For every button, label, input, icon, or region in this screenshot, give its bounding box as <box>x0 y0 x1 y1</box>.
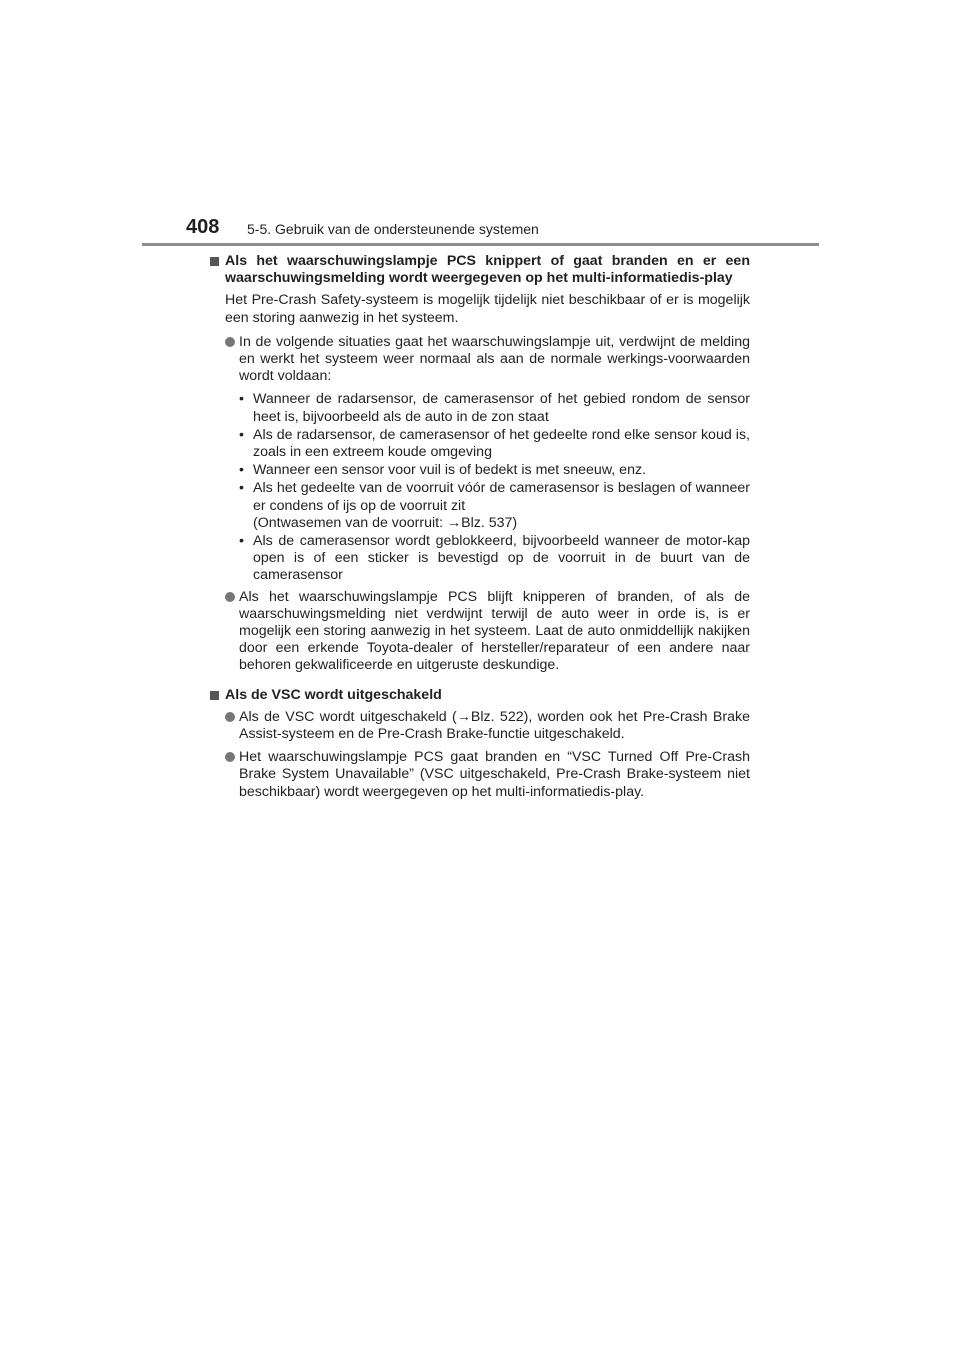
sub-list-item <box>239 480 750 532</box>
page-reference: (Ontwasemen van de voorruit: →Blz. 537) <box>253 514 518 531</box>
round-bullet-icon <box>225 752 235 762</box>
sub-list-item <box>239 427 750 461</box>
section-vsc-off <box>210 687 750 801</box>
section-heading-text: Als het waarschuwingslampje PCS knippert of gaat branden en er een waarschuwingsmelding wordt weergegeven op het multi-informatiedis-play <box>225 253 750 287</box>
round-bullet-icon <box>225 712 235 722</box>
condition-list <box>239 391 750 584</box>
section-heading-text: Als de VSC wordt uitgeschakeld <box>225 686 442 703</box>
square-marker-icon <box>210 257 219 266</box>
round-bullet-icon <box>225 337 235 347</box>
section-pcs-warning <box>210 253 750 675</box>
dash-bullet-icon: • <box>239 391 244 408</box>
bullet-text: In de volgende situaties gaat het waarschuwingslampje uit, verdwijnt de melding en werkt het systeem weer normaal als aan de normale werkings-voorwaarden wordt voldaan: <box>239 333 750 385</box>
sub-item-text-main: Als het gedeelte van de voorruit vóór de camerasensor is beslagen of wanneer er condens of ijs op de voorruit zit <box>253 480 750 514</box>
section-title: 5-5. Gebruik van de ondersteunende systemen <box>247 221 539 237</box>
dash-bullet-icon: • <box>239 426 244 443</box>
sub-list-item <box>239 462 750 479</box>
list-item <box>225 709 750 743</box>
page-number: 408 <box>186 216 220 238</box>
dash-bullet-icon: • <box>239 462 244 479</box>
header-divider <box>142 243 819 246</box>
dash-bullet-icon: • <box>239 533 244 550</box>
list-item <box>225 749 750 801</box>
list-item <box>225 334 750 386</box>
sub-item-text: Als de radarsensor, de camerasensor of het gedeelte rond elke sensor koud is, zoals in een extreem koude omgeving <box>253 426 750 461</box>
sub-list-item <box>239 533 750 585</box>
sub-item-text <box>253 480 750 532</box>
round-bullet-icon <box>225 592 235 602</box>
section-heading <box>210 253 750 287</box>
sub-item-text: Als de camerasensor wordt geblokkeerd, bijvoorbeeld wanneer de motor-kap open is of een sticker is bevestigd op de voorruit in de buurt van de camerasensor <box>253 533 750 584</box>
bullet-text: Als de VSC wordt uitgeschakeld (→Blz. 522), worden ook het Pre-Crash Brake Assist-systeem en de Pre-Crash Brake-functie uitgeschakeld. <box>239 708 750 743</box>
dash-bullet-icon: • <box>239 480 244 497</box>
bullet-text: Als het waarschuwingslampje PCS blijft knipperen of branden, of als de waarschuwingsmelding niet verdwijnt terwijl de auto weer in orde is, is er mogelijk een storing aanwezig in het systeem. Laat de auto onmiddellijk nakijken door een erkende Toyota-dealer of hersteller/reparateur of een andere naar behoren gekwalificeerde en uitgeruste deskundige. <box>239 588 750 674</box>
sub-item-text: Wanneer de radarsensor, de camerasensor of het gebied rondom de sensor heet is, bijvoorbeeld als de auto in de zon staat <box>253 391 750 425</box>
intro-paragraph: Het Pre-Crash Safety-systeem is mogelijk tijdelijk niet beschikbaar of er is mogelijk een storing aanwezig in het systeem. <box>225 292 750 326</box>
page-content <box>210 253 750 807</box>
square-marker-icon <box>210 691 219 700</box>
section-heading <box>210 687 750 704</box>
bullet-text: Het waarschuwingslampje PCS gaat branden en “VSC Turned Off Pre-Crash Brake System Unavailable” (VSC uitgeschakeld, Pre-Crash Brake-systeem niet beschikbaar) wordt weergegeven op het multi-informatiedis-play. <box>239 749 750 800</box>
sub-item-text: Wanneer een sensor voor vuil is of bedekt is met sneeuw, enz. <box>253 462 646 479</box>
page-header <box>186 214 826 244</box>
list-item <box>225 589 750 675</box>
sub-list-item <box>239 391 750 425</box>
